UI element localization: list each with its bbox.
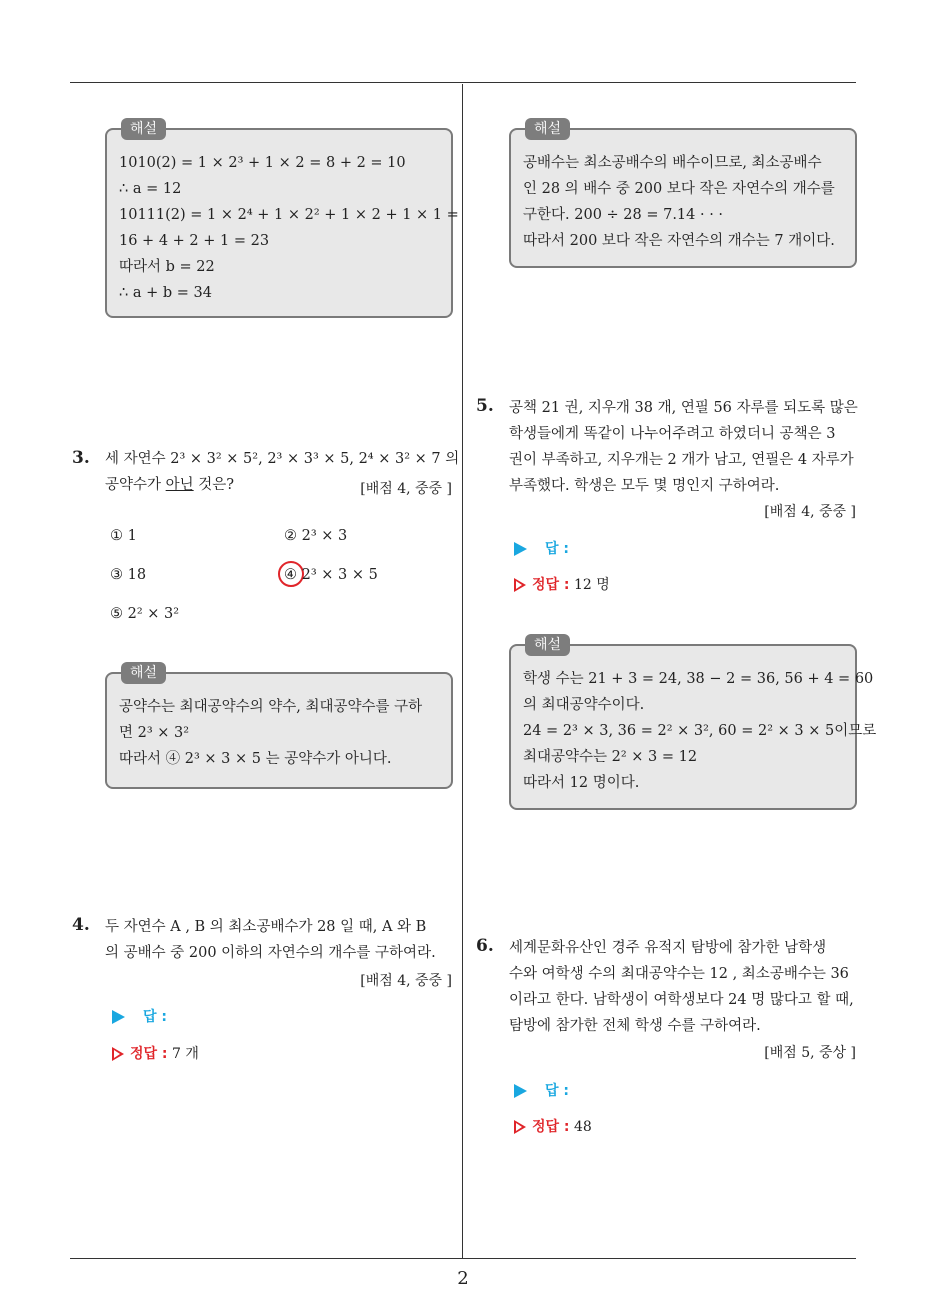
explanation-box-1 [105,121,459,318]
explanation-line: 면 2³ × 3² [119,725,190,741]
explanation-box-2 [509,121,857,268]
correct-label: 정답 : [130,1046,168,1062]
question-6-correct-row [514,1116,592,1136]
question-5-line: 학생들에게 똑같이 나누어주려고 하였더니 공책은 3 [509,426,836,442]
question-6-answer-row[interactable] [514,1080,569,1100]
explanation-line: 의 최대공약수이다. [523,697,645,713]
question-3-line-2-post: 것은? [193,477,235,493]
explanation-line: ∴ a + b = 34 [119,285,212,301]
outline-triangle-icon [112,1047,124,1061]
question-6-line: 수와 여학생 수의 최대공약수는 12 , 최소공배수는 36 [509,966,849,982]
explanation-line: ∴ a = 12 [119,181,182,197]
question-6-line: 이라고 한다. 남학생이 여학생보다 24 명 많다고 할 때, [509,992,854,1008]
outline-triangle-icon [514,1120,526,1134]
question-5-line: 권이 부족하고, 지우개는 2 개가 남고, 연필은 4 자루가 [509,452,854,468]
explanation-tag: 해설 [525,634,570,656]
question-6-meta: [배점 5, 중상 ] [764,1045,856,1061]
answer-label: 답 : [143,1009,167,1025]
explanation-line: 공약수는 최대공약수의 약수, 최대공약수를 구하 [119,699,423,715]
question-3-line-2-pre: 공약수가 [105,477,166,493]
question-3-meta: [배점 4, 중중 ] [360,481,452,497]
question-5-answer-row[interactable] [514,538,569,558]
choice-1[interactable]: ① 1 [110,528,137,544]
question-6-text [509,935,861,1039]
answer-label: 답 : [545,541,569,557]
question-4-text [105,914,457,966]
choice-3[interactable]: ③ 18 [110,567,147,583]
question-4-answer-row[interactable] [112,1006,167,1026]
page-number: 2 [457,1268,469,1289]
question-3-underlined: 아닌 [165,477,194,493]
correct-label: 정답 : [532,577,570,593]
play-triangle-icon [112,1010,125,1024]
explanation-line: 1010(2) = 1 × 2³ + 1 × 2 = 8 + 2 = 10 [119,155,406,171]
answer-label: 답 : [545,1083,569,1099]
question-3-line-1: 세 자연수 2³ × 3² × 5², 2³ × 3³ × 5, 2⁴ × 3² × 7 의 [105,451,460,467]
question-4-meta: [배점 4, 중중 ] [360,973,452,989]
choice-5[interactable]: ⑤ 2² × 3² [110,606,180,622]
question-5-text [509,395,861,499]
explanation-line: 구한다. 200 ÷ 28 = 7.14 · · · [523,207,724,223]
explanation-tag: 해설 [525,118,570,140]
choice-2[interactable]: ② 2³ × 3 [284,528,348,544]
outline-triangle-icon [514,578,526,592]
explanation-tag: 해설 [121,662,166,684]
explanation-line: 16 + 4 + 2 + 1 = 23 [119,233,270,249]
explanation-line: 따라서 ④ 2³ × 3 × 5 는 공약수가 아니다. [119,751,392,767]
explanation-line: 따라서 12 명이다. [523,775,640,791]
explanation-line: 최대공약수는 2² × 3 = 12 [523,749,698,765]
question-4-correct-row [112,1043,199,1063]
choice-4[interactable]: ④ 2³ × 3 × 5 [284,567,378,583]
correct-value: 12 명 [573,577,610,593]
explanation-line: 따라서 200 보다 작은 자연수의 개수는 7 개이다. [523,233,835,249]
top-rule [70,82,856,83]
explanation-line: 학생 수는 21 + 3 = 24, 38 − 2 = 36, 56 + 4 = 60 [523,671,874,687]
question-4-line-1: 두 자연수 A , B 의 최소공배수가 28 일 때, A 와 B [105,919,427,935]
question-number-3: 3. [72,448,90,468]
correct-value: 7 개 [171,1046,199,1062]
question-number-5: 5. [476,396,494,416]
question-5-line: 부족했다. 학생은 모두 몇 명인지 구하여라. [509,478,780,494]
play-triangle-icon [514,542,527,556]
explanation-line: 공배수는 최소공배수의 배수이므로, 최소공배수 [523,155,822,171]
bottom-rule [70,1258,856,1259]
correct-label: 정답 : [532,1119,570,1135]
correct-value: 48 [573,1119,592,1135]
question-6-line: 세계문화유산인 경주 유적지 탐방에 참가한 남학생 [509,940,827,956]
explanation-box-5 [509,637,877,810]
question-4-line-2: 의 공배수 중 200 이하의 자연수의 개수를 구하여라. [105,945,436,961]
question-5-correct-row [514,574,610,594]
explanation-line: 10111(2) = 1 × 2⁴ + 1 × 2² + 1 × 2 + 1 × 1 = [119,207,459,223]
question-6-line: 탐방에 참가한 전체 학생 수를 구하여라. [509,1018,761,1034]
explanation-tag: 해설 [121,118,166,140]
question-5-line: 공책 21 권, 지우개 38 개, 연필 56 자루를 되도록 많은 [509,400,858,416]
explanation-line: 인 28 의 배수 중 200 보다 작은 자연수의 개수를 [523,181,835,197]
column-divider [462,84,463,1258]
explanation-line: 따라서 b = 22 [119,259,215,275]
question-number-6: 6. [476,936,494,956]
explanation-box-3 [105,665,453,789]
question-number-4: 4. [72,915,90,935]
play-triangle-icon [514,1084,527,1098]
question-5-meta: [배점 4, 중중 ] [764,504,856,520]
explanation-line: 24 = 2³ × 3, 36 = 2² × 3², 60 = 2² × 3 × 5이므로 [523,723,877,739]
